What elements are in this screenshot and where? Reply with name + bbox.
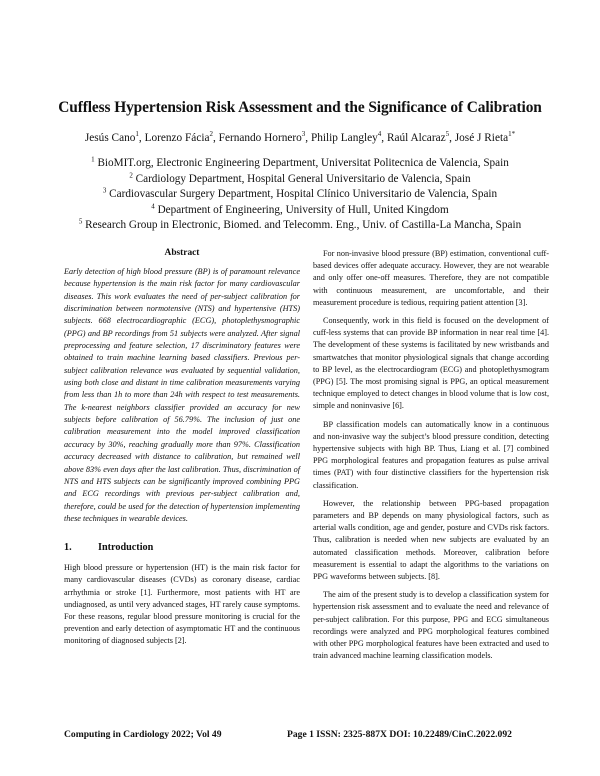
footer-journal: Computing in Cardiology 2022; Vol 49 (64, 729, 222, 740)
paragraph: High blood pressure or hypertension (HT) is the main risk factor for many cardiovascular diseases (CVDs) as coronary disease, cardiac arrhythmia or stroke [1]. Furthermore, most patients with HT are undiagnosed, as until very advanced stages, HT rarely cause symptoms. For these reasons, regular blood pressure monitoring is crucial for the prevention and early detection of asymptomatic HT and the continuous monitoring of diagnosed subjects [2]. (64, 563, 300, 646)
author: Philip Langley$^4$, (310, 130, 387, 144)
abstract-text: Early detection of high blood pressure (BP) is of paramount relevance because hypertension is the main risk factor for many cardiovascular diseases. This work evaluates the need of per-subject calibration for discrimination between normotensive (NTS) and hypertensive (HTS) subjects. 668 electrocardiographic (ECG), photoplethysmographic (PPG) and BP recordings from 51 subjects were analyzed. After signal preprocessing and feature selection, 17 discriminatory features were obtained to train machine learning based classifiers. Previous per-subject calibration relevance was evaluated by sequential validation, using both close and distant in time calibration measurements varying from less than 1h to more than 24h with respect to test measurements. The k-nearest neighbors classifier provided an accuracy for new subjects before calibration of 56.79%. The inclusion of just one calibration measurement into the model improved classification accuracy by 30%, reaching gradually more than 97%. Classification accuracy decreased with distance to calibration, but remained well above 83% even days after the last calibration. Thus, discrimination of NTS and HTS subjects can be significantly improved combining PPG and ECG recordings with previous per-subject calibration and, therefore, could be used for the detection of hypertension implementing these techniques in wearable devices. (64, 267, 300, 523)
paragraph: Consequently, work in this field is focused on the development of cuff-less systems that can provide BP information in near real time [4]. The development of these systems is facilitated by new wristbands and smartwatches that monitor physiological signals that change according to BP level, as the electrocardiogram (ECG) and photoplethysmogram (PPG) [5]. The most promising signal is PPG, an optical measurement technique employed to detect changes in blood volume that is low cost, simple and noninvasive [6]. (313, 316, 549, 411)
paragraph: However, the relationship between PPG-based propagation parameters and BP depends on many physiological factors, such as arterial walls condition, age and gender, posture and CVDs risk factors. Thus, calibration is needed when new subjects are evaluated by an automated classification methods. Moreover, calibration before measurement is essential to adapt the algorithms to the variations on PPG waveforms between subjects. [8]. (313, 498, 549, 582)
footer-page-issn-doi: Page 1 ISSN: 2325-887X DOI: 10.22489/CinC.2022.092 (287, 729, 512, 740)
paragraph: The aim of the present study is to develop a classification system for hypertension risk assessment and to evaluate the need and relevance of per-subject calibration. For this purpose, PPG and ECG simultaneous recordings were analyzed and PPG morphological features combined with other PPG morphological features have been extracted and used to train advanced machine learning classification models. (313, 590, 549, 661)
author: Raúl Alcaraz$^5$, (386, 130, 455, 144)
section-heading-introduction: 1. Introduction (64, 542, 154, 554)
affiliation: $^5$ Research Group in Electronic, Biomed. and Telecomm. Eng., Univ. of Castilla-La Mancha, Spain (78, 217, 522, 232)
right-column (313, 248, 549, 669)
abstract-heading: Abstract (164, 248, 200, 258)
affiliation: $^3$ Cardiovascular Surgery Department, Hospital Clínico Universitario de Valencia, Spain (102, 186, 498, 201)
left-column (64, 248, 300, 654)
author: Jesús Cano$^1$, (84, 130, 145, 144)
paragraph: BP classification models can automatically know in a continuous and non-invasive way the subject’s blood pressure condition, detecting hypertensive subjects with high BP. Thus, Liang et al. [7] combined PPG morphological features and propagation features as pulse arrival times (PAT) with four distinctive classifiers for the hypertension risk classification. (313, 419, 549, 490)
affiliation-list (40, 156, 560, 234)
author-list (40, 132, 560, 144)
author: Lorenzo Fácia$^2$, (144, 130, 219, 144)
affiliation: $^4$ Department of Engineering, University of Hull, United Kingdom (151, 202, 449, 216)
paper-title: Cuffless Hypertension Risk Assessment and the Significance of Calibration (58, 99, 542, 116)
affiliation: $^1$ BioMIT.org, Electronic Engineering Department, Universitat Politecnica de Valencia, Spain (91, 155, 509, 169)
affiliation: $^2$ Cardiology Department, Hospital General Universitario de Valencia, Spain (129, 170, 471, 185)
author: José J Rieta$^{1*}$ (454, 130, 516, 144)
author: Fernando Hornero$^3$, (218, 130, 311, 144)
paragraph: For non-invasive blood pressure (BP) estimation, conventional cuff-based devices offer adequate accuracy. However, they are not wearable and only offer one-off measures. Therefore, they are not compatible with continuous measurement, are uncomfortable, and their measurement procedure is tedious, requiring patient attention [3]. (313, 249, 549, 307)
